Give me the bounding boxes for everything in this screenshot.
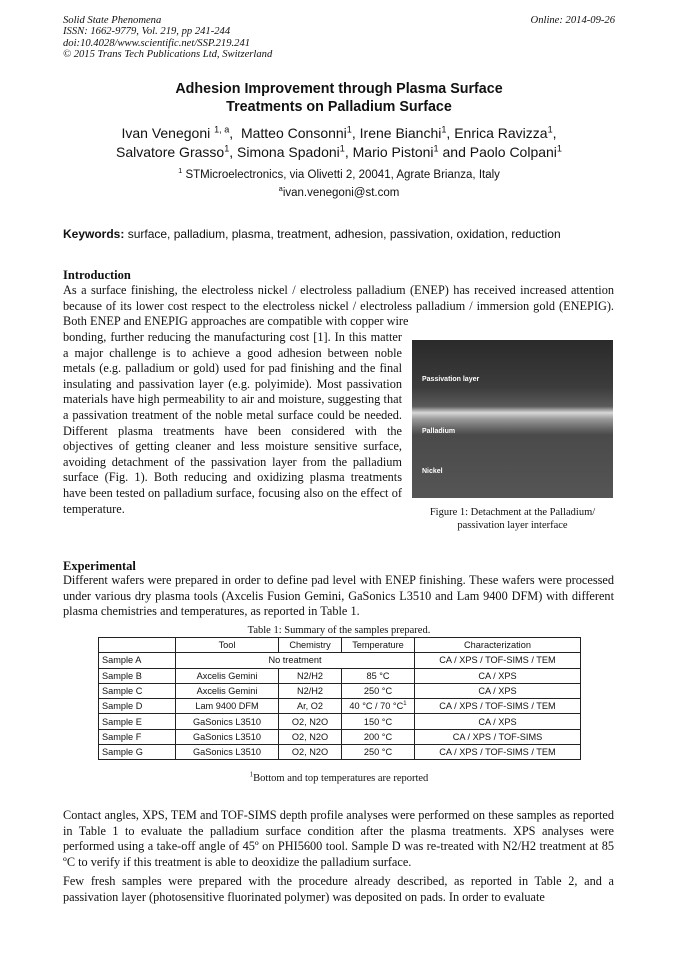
table-row: Sample D Lam 9400 DFM Ar, O2 40 °C / 70 $^\circ C^1$ CA / XPS / TOF-SIMS / TEM: [99, 699, 581, 714]
table-row: Sample C Axcelis Gemini N2/H2 250 °C CA / XPS: [99, 683, 581, 698]
table-footnote: $^1$Bottom and top temperatures are reported: [249, 771, 429, 784]
table-caption: Table 1: Summary of the samples prepared.: [247, 625, 431, 636]
intro-paragraph-1: As a surface finishing, the electroless nickel / electroless palladium (ENEP) has received increased attention because of its lower cost respect to the electroless nickel / electroless palladium / immersion gold (ENEPIG). Both ENEP and ENEPIG approaches are compatible with copper wire: [63, 283, 614, 329]
authors-line-2: Salvatore Grasso$^1$, Simona Spadoni$^1$, Mario Pistoni$^1$ and Paolo Colpani$^1$: [116, 143, 562, 160]
table-row: Sample F GaSonics L3510 O2, N2O 200 °C CA / XPS / TOF-SIMS: [99, 729, 581, 744]
author-list: [0, 124, 678, 162]
intro-paragraph-2: bonding, further reducing the manufacturing cost [1]. In this matter a major challenge is to achieve a good adhesion between noble metals (e.g. palladium or gold) used for pad finishing and the final insulating and passivation layer (e.g. polyimide). Most passivation materials have high permeability to air and moisture, suggesting that a passivation treatment of the noble metal surface could be needed. Different plasma treatments have been considered with the objectives of getting cleaner and less moisture sensitive surface, avoiding detachment of the passivation layer from the palladium surface (Fig. 1). Both reducing and oxidizing plasma treatments have been tested on palladium surface, focusing also on the effect of temperature.: [63, 330, 402, 516]
issn: ISSN: 1662-9779, Vol. 219, pp 241-244: [63, 26, 231, 38]
keywords-label: Keywords:: [63, 227, 125, 241]
affiliation-text: STMicroelectronics, via Olivetti 2, 20041, Agrate Brianza, Italy: [185, 169, 500, 181]
table-row: Sample E GaSonics L3510 O2, N2O 150 °C CA / XPS: [99, 714, 581, 729]
title-line-1: Adhesion Improvement through Plasma Surface: [175, 81, 503, 97]
body-paragraph-1: Contact angles, XPS, TEM and TOF-SIMS depth profile analyses were performed on these samples as reported in Table 1 to evaluate the palladium surface condition after the plasma treatments. XPS analyses were performed using a take-off angle of 45º on PHI5600 tool. Sample D was re-treated with N2/H2 treatment at 85 ºC to verify if this treatment is able to deoxidize the palladium surface.: [63, 808, 614, 869]
figure-caption: Figure 1: Detachment at the Palladium/ passivation layer interface: [429, 507, 596, 531]
keywords: [63, 227, 615, 241]
page-header: [63, 15, 615, 61]
label-passivation-layer: Passivation layer: [422, 376, 480, 383]
copyright: © 2015 Trans Tech Publications Ltd, Switzerland: [63, 49, 273, 61]
authors-line-1: Ivan Venegoni $^{1, a}$, Matteo Consonni$^1$, Irene Bianchi$^1$, Enrica Ravizza$^1$,: [121, 124, 557, 141]
journal-name: Solid State Phenomena: [63, 15, 162, 26]
affiliation: $^1$ STMicroelectronics, via Olivetti 2, 20041, Agrate Brianza, Italy $^a$ivan.venegoni@st.com: [178, 166, 500, 199]
keywords-text: surface, palladium, plasma, treatment, adhesion, passivation, oxidation, reduction: [127, 227, 561, 241]
section-heading-experimental: Experimental: [63, 559, 136, 573]
section-heading-introduction: Introduction: [63, 268, 131, 282]
author-email[interactable]: ivan.venegoni@st.com: [282, 187, 400, 199]
table-row: Sample B Axcelis Gemini N2/H2 85 °C CA / XPS: [99, 668, 581, 683]
tem-micrograph: [412, 340, 613, 498]
label-nickel: Nickel: [422, 468, 443, 475]
paper-title: [0, 80, 678, 116]
body-paragraph-2: Few fresh samples were prepared with the procedure already described, as reported in Table 2, and a passivation layer (photosensitive fluorinated polymer) was deposited on pads. In order to evaluate: [63, 874, 614, 904]
table-row: Sample G GaSonics L3510 O2, N2O 250 °C CA / XPS / TOF-SIMS / TEM: [99, 745, 581, 760]
label-palladium: Palladium: [422, 428, 456, 435]
samples-table: [98, 637, 581, 760]
doi: doi:10.4028/www.scientific.net/SSP.219.241: [63, 37, 251, 49]
online-date: Online: 2014-09-26: [530, 15, 615, 26]
table-row: Sample A No treatment CA / XPS / TOF-SIMS / TEM: [99, 653, 581, 668]
title-line-2: Treatments on Palladium Surface: [226, 99, 452, 115]
table-header-row: Tool Chemistry Temperature Characterization: [99, 638, 581, 653]
experimental-paragraph: Different wafers were prepared in order to define pad level with ENEP finishing. These wafers were processed under various dry plasma tools (Axcelis Fusion Gemini, GaSonics L3510 and Lam 9400 DFM) with different plasma chemistries and temperatures, as reported in Table 1.: [63, 573, 614, 619]
